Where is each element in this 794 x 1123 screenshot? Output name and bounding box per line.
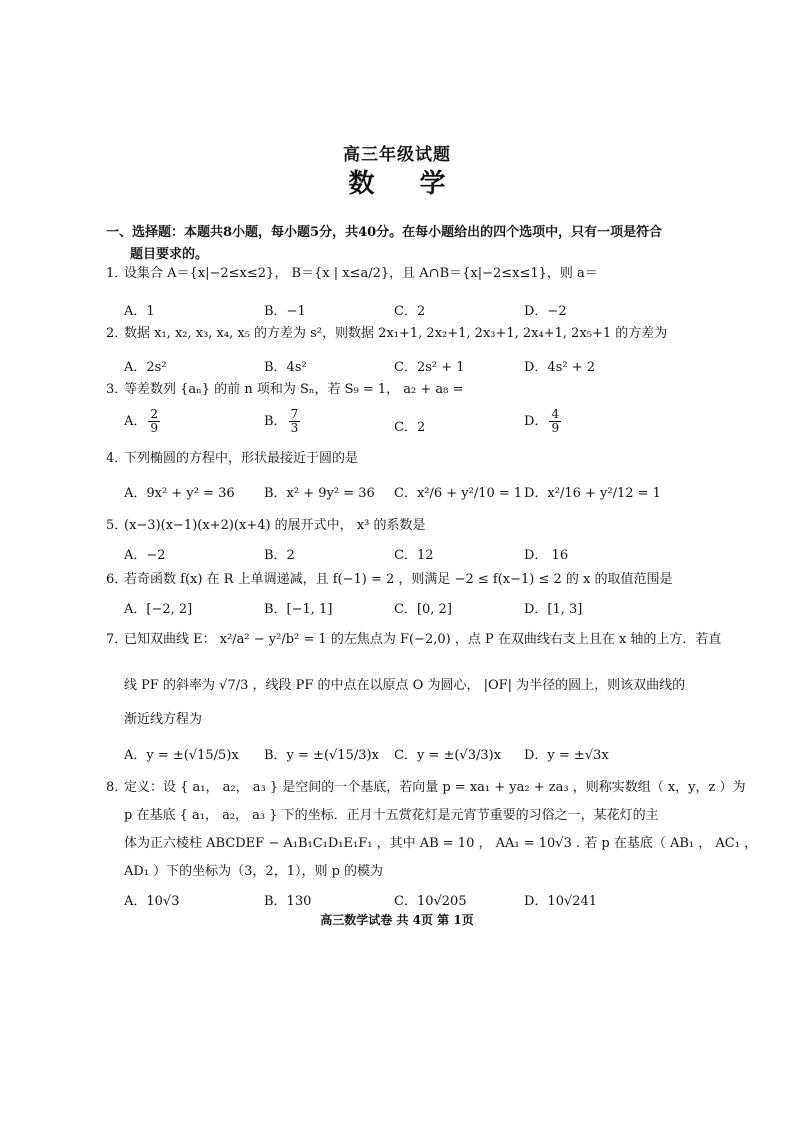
option-b: B． $\frac{7}{3}$	[264, 407, 299, 435]
exam-title: 高三年级试题	[343, 145, 451, 165]
question-4: 4．下列椭圆的方程中，形状最接近于圆的是	[106, 451, 359, 466]
question-8-text-line2: p 在基底 { a₁， a₂， a₃ } 下的坐标．正月十五赏花灯是元宵节重要的习俗之一，某花灯的主	[124, 808, 659, 823]
question-1-options	[124, 300, 684, 322]
question-3-options	[124, 408, 684, 442]
question-6: 6．若奇函数 f(x) 在 R 上单调递减，且 f(−1) = 2 ，则满足 −2 ≤ f(x−1) ≤ 2 的 x 的取值范围是	[106, 572, 673, 587]
option-c: C．y = ±(√3/3)x	[394, 748, 502, 763]
option-d: D． $\frac{4}{9}$	[524, 407, 560, 435]
option-c: C．2	[394, 304, 426, 319]
question-5: 5．(x−3)(x−1)(x+2)(x+4) 的展开式中， x³ 的系数是	[106, 518, 426, 533]
option-d: D．y = ±√3x	[524, 748, 609, 763]
question-1-text: 设集合 A＝{x|−2≤x≤2}， B＝{x | x≤a/2}，且 A∩B＝{x|−2≤x≤1}，则 a＝	[124, 266, 598, 281]
question-4-options	[124, 482, 684, 504]
option-c: C．10√205	[394, 894, 467, 909]
option-b: B．−1	[264, 304, 306, 319]
question-8-text: 定义：设 { a₁， a₂， a₃ } 是空间的一个基底，若向量 p = xa₁ + ya₂ + za₃ ，则称实数组（ x，y，z ）为	[124, 780, 746, 795]
option-b: B．130	[264, 894, 312, 909]
option-c: C．12	[394, 548, 434, 563]
question-6-text: 若奇函数 f(x) 在 R 上单调递减，且 f(−1) = 2 ，则满足 −2 ≤ f(x−1) ≤ 2 的 x 的取值范围是	[124, 572, 673, 587]
option-c: C．[0, 2]	[394, 602, 452, 617]
question-3: 3．等差数列 {aₙ} 的前 n 项和为 Sₙ，若 S₉ = 1， a₂ + a₈ =	[106, 382, 464, 397]
option-a: A．y = ±(√15/5)x	[124, 748, 239, 763]
question-3-text: 等差数列 {aₙ} 的前 n 项和为 Sₙ，若 S₉ = 1， a₂ + a₈ =	[124, 382, 464, 397]
option-b: B．[−1, 1]	[264, 602, 333, 617]
question-7: 7．已知双曲线 E： x²/a² − y²/b² = 1 的左焦点为 F(−2,0) ，点 P 在双曲线右支上且在 x 轴的上方．若直	[106, 632, 722, 647]
question-8: 8．定义：设 { a₁， a₂， a₃ } 是空间的一个基底，若向量 p = xa₁ + ya₂ + za₃ ，则称实数组（ x，y，z ）为	[106, 780, 746, 795]
question-5-options	[124, 544, 684, 566]
option-a: A．1	[124, 304, 155, 319]
option-b: B．4s²	[264, 360, 307, 375]
question-7-text-line3: 渐近线方程为	[124, 712, 203, 727]
option-c: C．x²/6 + y²/10 = 1	[394, 486, 523, 501]
page-footer: 高三数学试卷 共 4页 第 1页	[320, 913, 474, 927]
option-a: A．10√3	[124, 894, 180, 909]
question-4-text: 下列椭圆的方程中，形状最接近于圆的是	[124, 451, 359, 466]
option-d: D．x²/16 + y²/12 = 1	[524, 486, 661, 501]
option-b: B．x² + 9y² = 36	[264, 486, 375, 501]
option-d: D．[1, 3]	[524, 602, 583, 617]
question-7-options	[124, 744, 684, 766]
subject-title: 数 学	[348, 169, 464, 199]
question-6-options	[124, 598, 684, 620]
question-8-text-line3: 体为正六棱柱 ABCDEF − A₁B₁C₁D₁E₁F₁ ，其中 AB = 10 ， AA₁ = 10√3 . 若 p 在基底（ AB₁ ， AC₁ ，	[124, 836, 758, 851]
option-d: D．10√241	[524, 894, 598, 909]
option-a: A．9x² + y² = 36	[124, 486, 235, 501]
question-7-text-line2: 线 PF 的斜率为 √7/3 ，线段 PF 的中点在以原点 O 为圆心， |OF| 为半径的圆上，则该双曲线的	[124, 678, 686, 693]
question-2: 2．数据 x₁, x₂, x₃, x₄, x₅ 的方差为 s²，则数据 2x₁+1, 2x₂+1, 2x₃+1, 2x₄+1, 2x₅+1 的方差为	[106, 326, 668, 341]
question-8-text-line4: AD₁ ）下的坐标为（3，2，1），则 p 的模为	[124, 864, 384, 879]
option-b: B．2	[264, 548, 295, 563]
option-a: A．2s²	[124, 360, 167, 375]
question-7-text: 已知双曲线 E： x²/a² − y²/b² = 1 的左焦点为 F(−2,0) ，点 P 在双曲线右支上且在 x 轴的上方．若直	[124, 632, 722, 647]
option-d: D．−2	[524, 304, 567, 319]
option-d: D． 16	[524, 548, 569, 563]
option-a: A． $\frac{2}{9}$	[124, 407, 159, 435]
question-1: 1．设集合 A＝{x|−2≤x≤2}， B＝{x | x≤a/2}，且 A∩B＝{x|−2≤x≤1}，则 a＝	[106, 266, 598, 281]
option-a: A．−2	[124, 548, 166, 563]
question-8-options	[124, 890, 684, 912]
option-c: C．2s² + 1	[394, 360, 465, 375]
option-c: C．2	[394, 420, 426, 435]
section-heading-line2: 题目要求的。	[130, 247, 209, 262]
section-heading	[106, 222, 686, 266]
section-heading-line1: 一、选择题：本题共8小题，每小题5分，共40分。在每小题给出的四个选项中，只有一项是符合	[106, 225, 663, 240]
question-2-text: 数据 x₁, x₂, x₃, x₄, x₅ 的方差为 s²，则数据 2x₁+1, 2x₂+1, 2x₃+1, 2x₄+1, 2x₅+1 的方差为	[124, 326, 668, 341]
option-b: B．y = ±(√15/3)x	[264, 748, 379, 763]
option-d: D．4s² + 2	[524, 360, 596, 375]
question-5-text: (x−3)(x−1)(x+2)(x+4) 的展开式中， x³ 的系数是	[124, 518, 426, 533]
option-a: A．[−2, 2]	[124, 602, 193, 617]
question-2-options	[124, 356, 684, 378]
